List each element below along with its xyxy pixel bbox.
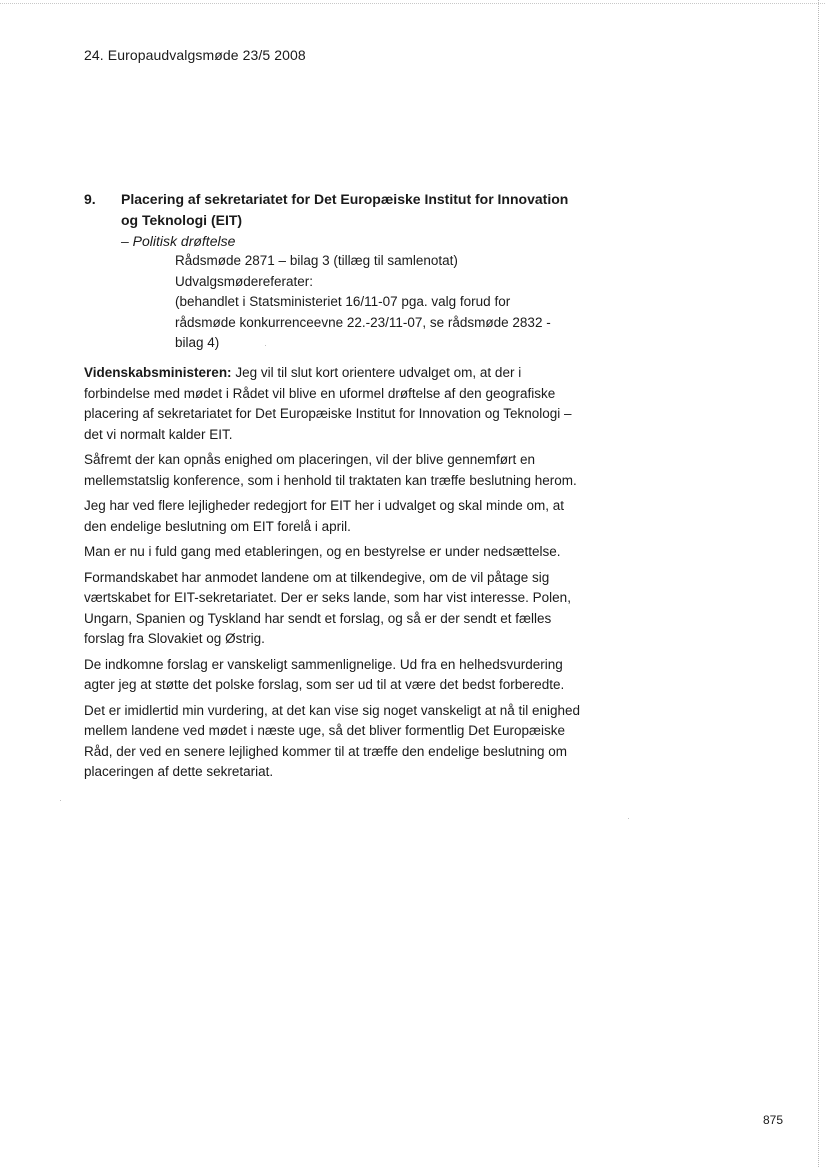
speech-paragraph: Man er nu i fuld gang med etableringen, og en bestyrelse er under nedsættelse. (84, 544, 561, 559)
agenda-item (84, 189, 584, 354)
speech-paragraph: Såfremt der kan opnås enighed om placeringen, vil der blive gennemført en mellemstatslig konference, som i henhold til traktaten kan træffe beslutning herom. (84, 452, 577, 488)
agenda-item-title-line: og Teknologi (EIT) (121, 212, 243, 228)
agenda-item-number: 9. (84, 191, 96, 207)
speech-text: Jeg vil til slut kort orientere udvalget om, at der i forbindelse med mødet i Rådet vil blive en uformel drøftelse af den geografiske placering af sekretariatet for Det Europæiske Institut for Innovation og Teknologi – det vi normalt kalder EIT. (84, 365, 572, 442)
agenda-item-title-line: Placering af sekretariatet for Det Europæiske Institut for Innovation (121, 191, 569, 207)
speech-paragraph: Formandskabet har anmodet landene om at tilkendegive, om de vil påtage sig værtskabet for EIT-sekretariatet. Der er seks lande, som har vist interesse. Polen, Ungarn, Spanien og Tyskland har sendt et forslag, og så er der sendt et fælles forslag fra Slovakiet og Østrig. (84, 569, 571, 646)
reference-line: Udvalgsmødereferater: (175, 273, 314, 289)
speech-paragraph (84, 363, 584, 445)
speech-body (84, 363, 584, 788)
agenda-item-references (175, 251, 570, 354)
reference-line: (behandlet i Statsministeriet 16/11-07 pga. valg forud for rådsmøde konkurrenceevne 22.-23/11-07, se rådsmøde 2832 - bilag 4) (175, 294, 551, 350)
page-number: 875 (762, 1113, 783, 1127)
speech-paragraph: Jeg har ved flere lejligheder redegjort for EIT her i udvalget og skal minde om, at den endelige beslutning om EIT forelå i april. (84, 498, 565, 534)
speech-paragraph: De indkomne forslag er vanskeligt sammenlignelige. Ud fra en helhedsvurdering agter jeg at støtte det polske forslag, som ser ud til at være det bedst forberedte. (84, 656, 565, 692)
scan-edge-top (0, 3, 825, 4)
scan-edge-right (818, 0, 819, 1167)
scan-speck (628, 818, 629, 819)
agenda-item-heading (84, 189, 584, 231)
agenda-item-subtitle: – Politisk drøftelse (121, 233, 236, 249)
reference-line: Rådsmøde 2871 – bilag 3 (tillæg til samlenotat) (175, 253, 458, 268)
scan-speck (60, 800, 61, 801)
speaker-name: Videnskabsministeren: (84, 365, 232, 380)
speech-paragraph: Det er imidlertid min vurdering, at det kan vise sig noget vanskeligt at nå til enighed mellem landene ved mødet i næste uge, så det bliver formentlig Det Europæiske Råd, der ved en senere lejlighed kommer til at træffe den endelige beslutning om placeringen af dette sekretariat. (84, 702, 581, 779)
page-header: 24. Europaudvalgsmøde 23/5 2008 (84, 47, 306, 63)
agenda-item-title (121, 189, 584, 231)
